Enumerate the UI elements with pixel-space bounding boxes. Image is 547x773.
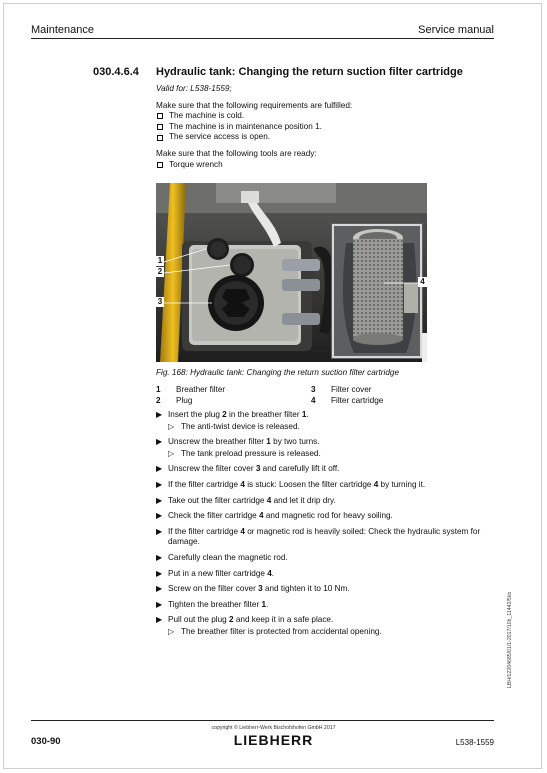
checkbox-icon bbox=[157, 124, 163, 130]
step-text: Put in a new filter cartridge 4. bbox=[168, 568, 275, 578]
triangle-right-icon: ▶ bbox=[156, 599, 163, 609]
step-result-text: The anti-twist device is released. bbox=[181, 421, 300, 431]
triangle-outline-right-icon: ▷ bbox=[168, 421, 175, 431]
procedure-steps bbox=[156, 410, 486, 643]
triangle-right-icon: ▶ bbox=[156, 464, 163, 474]
callout-3: 3 bbox=[157, 297, 163, 306]
procedure-step bbox=[156, 615, 486, 637]
header-manual-type: Service manual bbox=[418, 24, 494, 36]
triangle-right-icon: ▶ bbox=[156, 511, 163, 521]
triangle-right-icon: ▶ bbox=[156, 526, 163, 536]
triangle-outline-right-icon: ▷ bbox=[168, 626, 175, 636]
legend-item: 4 Filter cartridge bbox=[311, 395, 384, 405]
requirement-item: The service access is open. bbox=[156, 132, 486, 143]
section-title: Hydraulic tank: Changing the return suction filter cartridge bbox=[156, 66, 463, 78]
triangle-right-icon: ▶ bbox=[156, 568, 163, 578]
step-text: Insert the plug 2 in the breather filter 1. bbox=[168, 410, 309, 419]
triangle-right-icon: ▶ bbox=[156, 410, 163, 419]
procedure-step bbox=[156, 464, 486, 475]
step-text: Unscrew the breather filter 1 by two turns. bbox=[168, 437, 320, 447]
figure-caption: Fig. 168: Hydraulic tank: Changing the return suction filter cartridge bbox=[156, 368, 400, 377]
figure-legend bbox=[156, 385, 466, 406]
section-number: 030.4.6.4 bbox=[93, 66, 139, 78]
document-code-vertical: LBH/12204685/01/1-2017/10b_11442/5kb bbox=[507, 591, 513, 688]
step-text: Tighten the breather filter 1. bbox=[168, 599, 269, 609]
valid-for: Valid for: L538-1559; bbox=[156, 84, 232, 93]
header-rule bbox=[31, 38, 494, 39]
checkbox-icon bbox=[157, 162, 163, 168]
triangle-right-icon: ▶ bbox=[156, 552, 163, 562]
step-text: If the filter cartridge 4 or magnetic rod is heavily soiled: Check the hydraulic system for damage. bbox=[168, 526, 481, 547]
procedure-step bbox=[156, 496, 486, 507]
page-number: 030-90 bbox=[31, 736, 61, 747]
procedure-step bbox=[156, 527, 486, 548]
step-result-text: The tank preload pressure is released. bbox=[181, 448, 321, 458]
checkbox-icon bbox=[157, 135, 163, 141]
procedure-step bbox=[156, 437, 486, 459]
requirements-intro: Make sure that the following requirements are fulfilled: bbox=[156, 100, 353, 110]
hydraulic-tank-illustration bbox=[156, 183, 427, 362]
triangle-right-icon: ▶ bbox=[156, 437, 163, 447]
procedure-step bbox=[156, 584, 486, 595]
requirement-item: The machine is cold. bbox=[156, 111, 486, 122]
legend-item: 1 Breather filter bbox=[156, 385, 226, 394]
procedure-step bbox=[156, 511, 486, 522]
triangle-outline-right-icon: ▷ bbox=[168, 448, 175, 458]
procedure-step bbox=[156, 600, 486, 611]
step-result-text: The breather filter is protected from accidental opening. bbox=[181, 626, 382, 636]
triangle-right-icon: ▶ bbox=[156, 495, 163, 505]
copyright-notice: copyright © Liebherr-Werk Bischofshofen GmbH 2017 bbox=[211, 725, 336, 731]
procedure-step bbox=[156, 410, 486, 432]
procedure-step bbox=[156, 569, 486, 580]
step-text: Pull out the plug 2 and keep it in a safe place. bbox=[168, 615, 334, 625]
legend-item: 3 Filter cover bbox=[311, 385, 372, 394]
header-chapter: Maintenance bbox=[31, 24, 94, 36]
document-id: L538-1559 bbox=[455, 738, 494, 747]
callout-4: 4 bbox=[418, 277, 427, 287]
tool-item: Torque wrench bbox=[156, 160, 486, 171]
step-text: Carefully clean the magnetic rod. bbox=[168, 552, 288, 562]
step-text: Screw on the filter cover 3 and tighten it to 10 Nm. bbox=[168, 584, 350, 594]
liebherr-logo: LIEBHERR bbox=[233, 732, 314, 748]
requirement-item: The machine is in maintenance position 1. bbox=[156, 122, 486, 133]
step-text: Take out the filter cartridge 4 and let it drip dry. bbox=[168, 495, 336, 505]
tools-intro: Make sure that the following tools are ready: bbox=[156, 148, 317, 158]
step-text: Check the filter cartridge 4 and magnetic rod for heavy soiling. bbox=[168, 511, 393, 521]
triangle-right-icon: ▶ bbox=[156, 479, 163, 489]
callout-1: 1 bbox=[157, 256, 163, 265]
step-text: If the filter cartridge 4 is stuck: Loosen the filter cartridge 4 by turning it. bbox=[168, 479, 426, 489]
footer-rule bbox=[31, 720, 494, 721]
checkbox-icon bbox=[157, 113, 163, 119]
preconditions bbox=[156, 84, 486, 170]
triangle-right-icon: ▶ bbox=[156, 615, 163, 625]
figure-hydraulic-tank-photo bbox=[156, 183, 427, 362]
step-text: Unscrew the filter cover 3 and carefully lift it off. bbox=[168, 464, 340, 474]
procedure-step bbox=[156, 480, 486, 491]
triangle-right-icon: ▶ bbox=[156, 584, 163, 594]
procedure-step bbox=[156, 553, 486, 564]
callout-2: 2 bbox=[157, 267, 163, 276]
legend-item: 2 Plug bbox=[156, 395, 193, 405]
